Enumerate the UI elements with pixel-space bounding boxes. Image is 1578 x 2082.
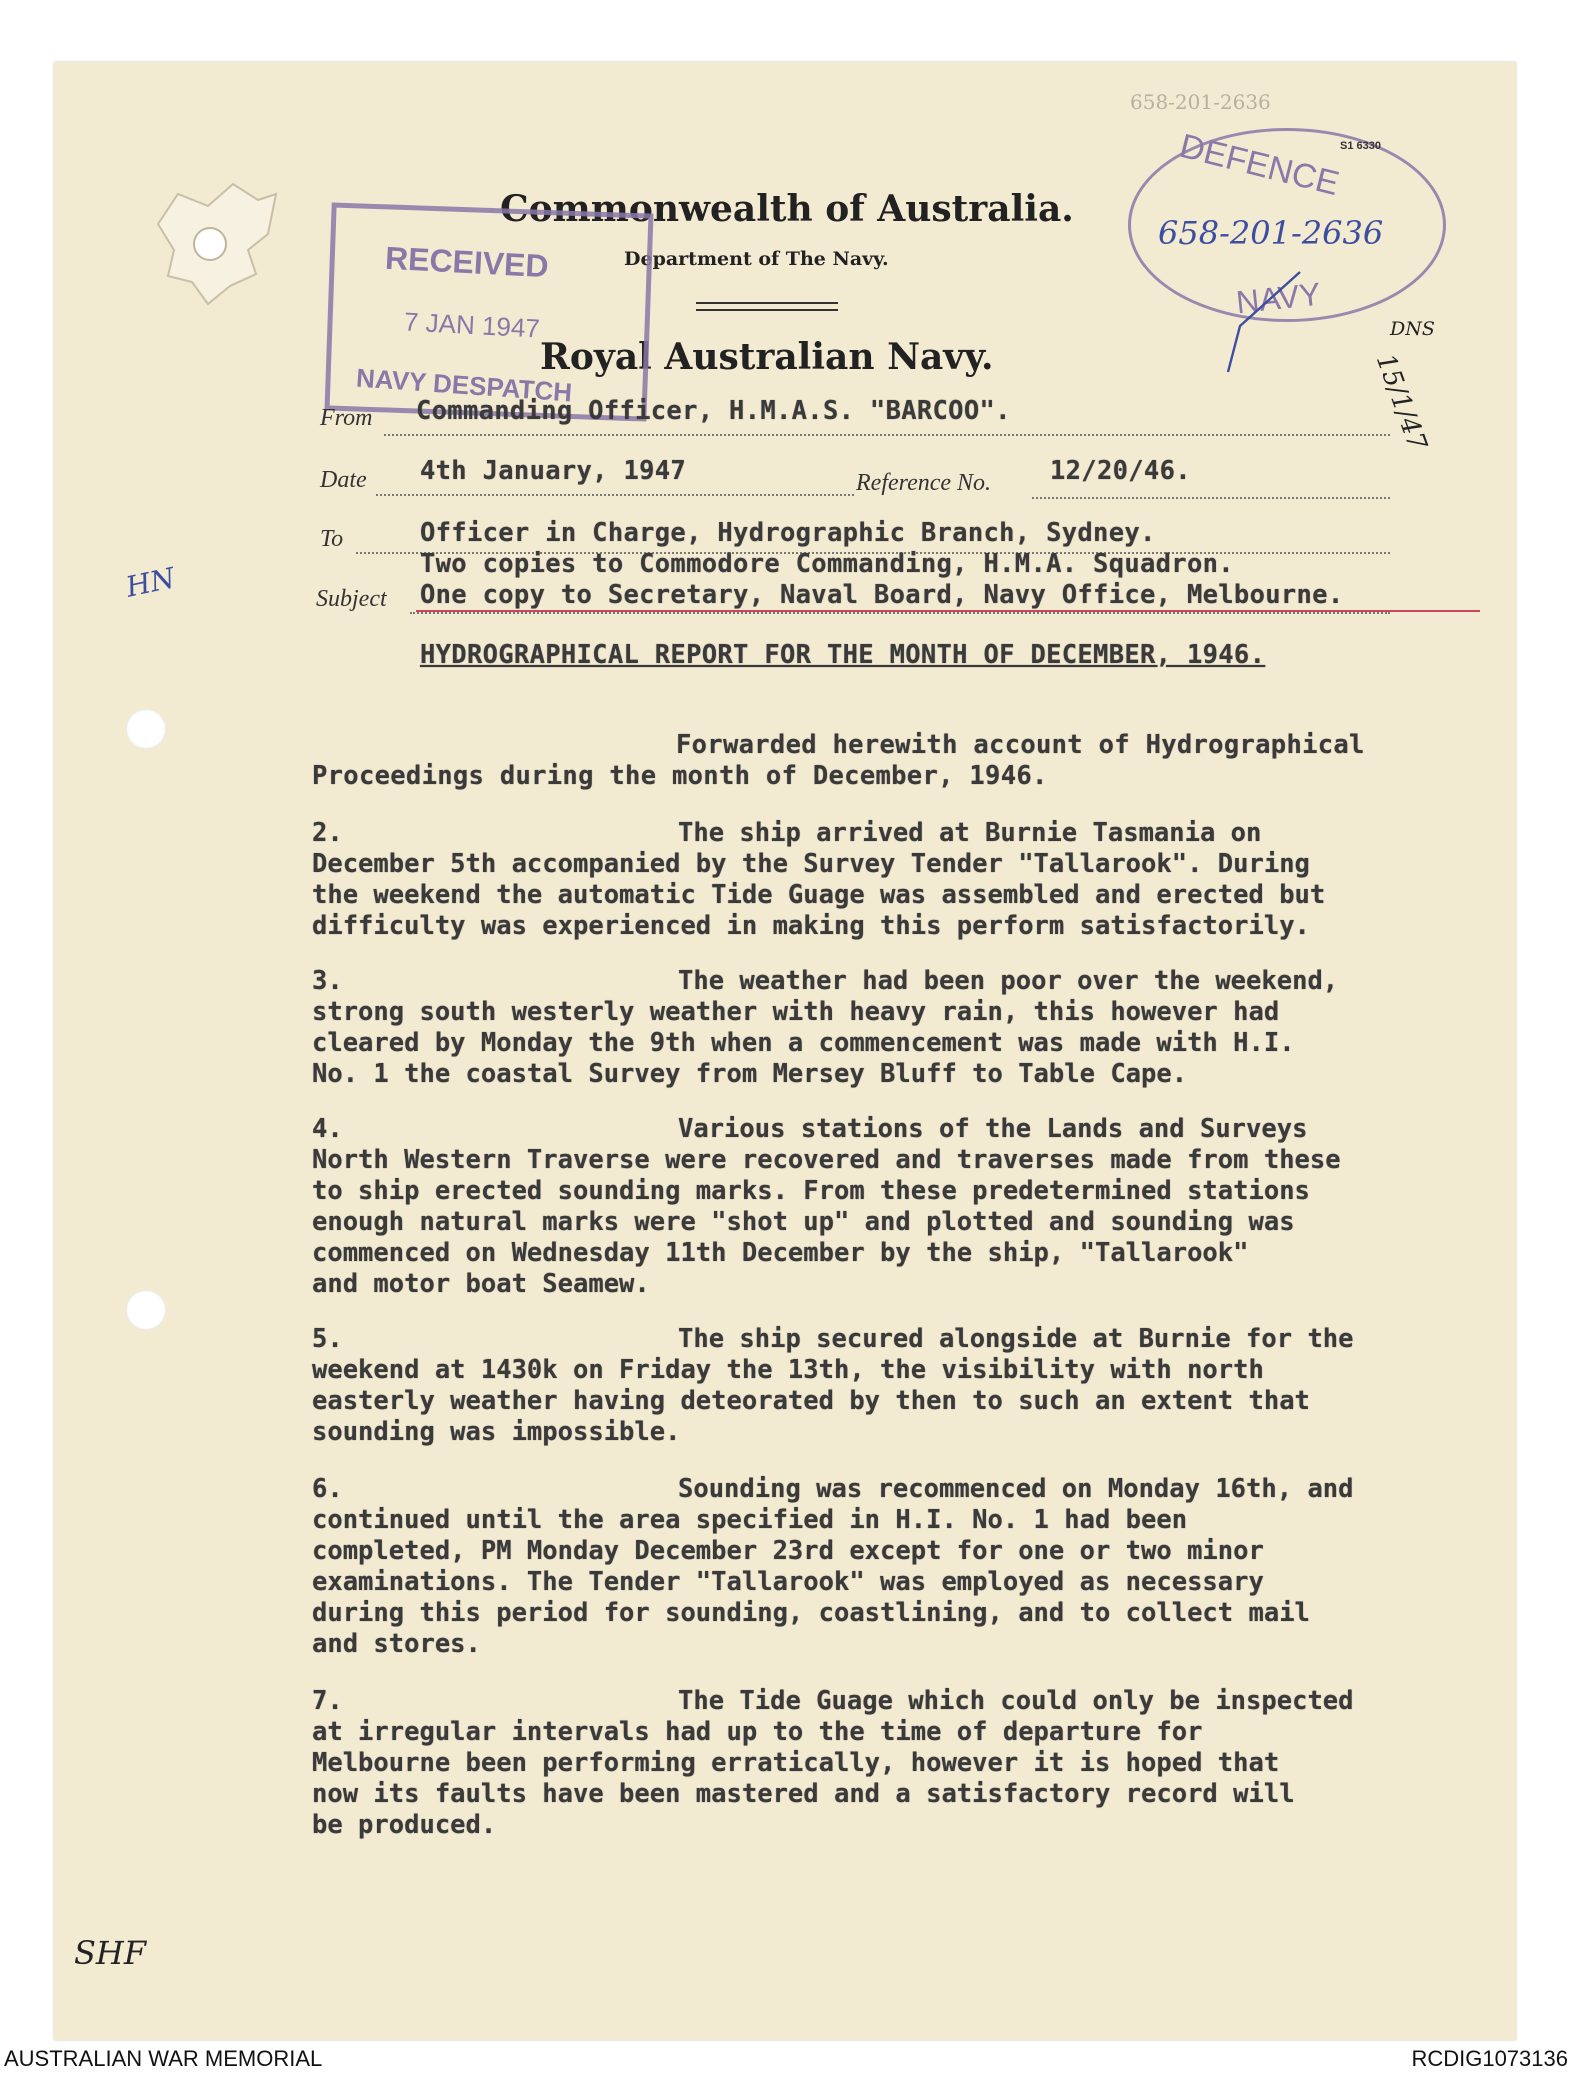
reference-label: Reference No. xyxy=(856,470,992,496)
paragraph-number: 7. xyxy=(312,1686,343,1716)
to-label: To xyxy=(320,526,344,552)
received-stamp-date: 7 JAN 1947 xyxy=(403,306,541,344)
intro-line-1: Forwarded herewith account of Hydrographical xyxy=(676,730,1365,760)
paragraph-body: continued until the area specified in H.I. No. 1 had been completed, PM Monday December 23rd except for one or two minor examinations. The Tender "Tallarook" was employed as necessary during this period for sounding, coastlining, and to collect mail and stores. xyxy=(312,1505,1310,1659)
date-value: 4th January, 1947 xyxy=(420,456,687,486)
navy-stamp-word: NAVY xyxy=(1234,275,1323,321)
footer-source: AUSTRALIAN WAR MEMORIAL xyxy=(4,2046,323,2071)
paragraph-body: December 5th accompanied by the Survey Tender "Tallarook". During the weekend the automatic Tide Guage was assembled and erected but difficulty was experienced in making this perform satisfactorily. xyxy=(312,849,1326,941)
reference-line xyxy=(1032,497,1390,499)
paragraph-body: at irregular intervals had up to the time of departure for Melbourne been performing erratically, however it is hoped that now its faults have been mastered and a satisfactory record will be produced. xyxy=(312,1717,1295,1840)
paragraph-number: 5. xyxy=(312,1324,343,1354)
to-line-2: Two copies to Commodore Commanding, H.M.A. Squadron. xyxy=(420,549,1234,579)
handwritten-file-number: 658-201-2636 xyxy=(1158,214,1384,252)
punch-hole-top xyxy=(126,709,166,749)
dns-date-annotation: 15/1/47 xyxy=(1369,350,1433,455)
paragraph-first-line: Various stations of the Lands and Surveys xyxy=(678,1114,1308,1144)
subject-title: HYDROGRAPHICAL REPORT FOR THE MONTH OF DECEMBER, 1946. xyxy=(420,640,1266,670)
from-value: Commanding Officer, H.M.A.S. "BARCOO". xyxy=(416,396,1011,426)
oval-pen-stroke xyxy=(1200,268,1310,378)
received-stamp-office: NAVY DESPATCH xyxy=(355,362,574,408)
footer-record-id: RCDIG1073136 xyxy=(1411,2046,1568,2071)
dns-annotation: DNS xyxy=(1390,318,1435,340)
paragraph-first-line: The ship arrived at Burnie Tasmania on xyxy=(678,818,1262,848)
paragraph-number: 2. xyxy=(312,818,343,848)
paragraph-number: 6. xyxy=(312,1474,343,1504)
margin-initials: HN xyxy=(123,561,178,604)
subject-line xyxy=(410,612,1390,614)
from-line xyxy=(384,434,1390,436)
paragraph-body: strong south westerly weather with heavy rain, this however had cleared by Monday the 9th when a commencement was made with H.I. No. 1 the coastal Survey from Mersey Bluff to Table Cape. xyxy=(312,997,1295,1089)
letterhead-department: Department of The Navy. xyxy=(624,248,889,270)
paragraph-first-line: The Tide Guage which could only be inspected xyxy=(678,1686,1354,1716)
red-underline xyxy=(416,610,1480,612)
date-label: Date xyxy=(320,467,367,493)
punch-hole-bottom xyxy=(126,1290,166,1330)
paragraph-first-line: Sounding was recommenced on Monday 16th, and xyxy=(678,1474,1354,1504)
paragraph-body: North Western Traverse were recovered and traverses made from these to ship erected sounding marks. From these predetermined stations enough natural marks were "shot up" and plotted and sounding was commenced on Wednesday 11th December by the ship, "Tallarook" and motor boat Seamew. xyxy=(312,1145,1341,1299)
reference-value: 12/20/46. xyxy=(1050,456,1191,486)
pencil-file-number: 658-201-2636 xyxy=(1130,90,1271,114)
paragraph-body: weekend at 1430k on Friday the 13th, the visibility with north easterly weather having deteorated by then to such an extent that sounding was impossible. xyxy=(312,1355,1310,1447)
intro-line-2: Proceedings during the month of December, 1946. xyxy=(312,761,1048,791)
letterhead-rule xyxy=(696,302,838,311)
from-label: From xyxy=(320,405,373,431)
subject-line-1: One copy to Secretary, Naval Board, Navy Office, Melbourne. xyxy=(420,580,1344,610)
bottom-initials: SHF xyxy=(74,1934,147,1972)
received-stamp-word: RECEIVED xyxy=(384,239,550,285)
to-line-1: Officer in Charge, Hydrographic Branch, Sydney. xyxy=(420,518,1156,548)
paragraph-number: 3. xyxy=(312,966,343,996)
subject-label: Subject xyxy=(316,586,387,612)
paragraph-first-line: The ship secured alongside at Burnie for the xyxy=(678,1324,1354,1354)
defence-stamp-word: DEFENCE xyxy=(1175,126,1343,204)
paragraph-first-line: The weather had been poor over the weekend, xyxy=(678,966,1339,996)
torn-corner-mark xyxy=(138,154,288,316)
paragraph-number: 4. xyxy=(312,1114,343,1144)
letterhead-title: Commonwealth of Australia. xyxy=(500,188,1074,230)
letterhead-service: Royal Australian Navy. xyxy=(540,336,994,378)
date-line xyxy=(376,494,854,496)
form-code: S1 6330 xyxy=(1340,140,1381,152)
